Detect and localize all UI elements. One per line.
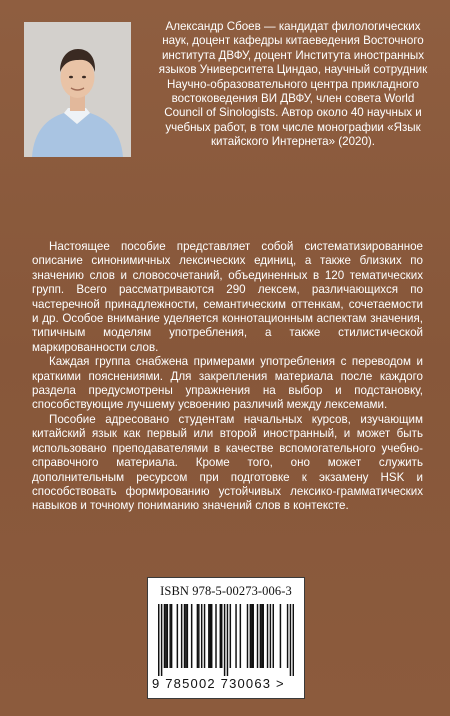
barcode-bar bbox=[251, 604, 252, 668]
barcode-bar bbox=[220, 604, 221, 668]
barcode-bar bbox=[224, 604, 225, 676]
barcode-bar bbox=[267, 604, 268, 668]
barcode-bar bbox=[290, 604, 291, 676]
barcode-bar bbox=[287, 604, 288, 668]
barcode-bar bbox=[201, 604, 202, 668]
ean-digits: 9 785002 730063 > bbox=[152, 676, 285, 691]
author-bio: Александр Сбоев — кандидат филологических наук, доцент кафедры китаеведения Восточного института ДВФУ, доцент Института иностранных языков Университета Циндао, научный сотрудник Научно-образовательного центра прикладного востоковедения ВИ ДВФУ, член совета World Council of Sinologists. Автор около 40 научных и учебных работ, в том числе монографии «Язык китайского Интернета» (2020). bbox=[158, 20, 428, 149]
barcode-bar bbox=[261, 604, 262, 668]
barcode-bar bbox=[230, 604, 231, 668]
barcode-bar bbox=[211, 604, 212, 668]
barcode-bar bbox=[280, 604, 281, 668]
barcode-bar bbox=[184, 604, 185, 668]
barcode-bar bbox=[191, 604, 192, 668]
barcode-bar bbox=[252, 604, 253, 668]
isbn-label: ISBN 978-5-00273-006-3 bbox=[160, 584, 292, 598]
barcode-bar bbox=[187, 604, 188, 668]
author-photo bbox=[24, 22, 131, 157]
barcode-bar bbox=[227, 604, 228, 676]
barcode-bar bbox=[171, 604, 172, 668]
barcode-bar bbox=[185, 604, 186, 668]
barcode-bar bbox=[210, 604, 211, 668]
barcode-bar bbox=[197, 604, 198, 668]
barcode-bar bbox=[240, 604, 241, 668]
barcode-bar bbox=[169, 604, 170, 668]
barcode-panel bbox=[147, 577, 305, 699]
barcode-bar bbox=[181, 604, 182, 668]
barcode-bar bbox=[260, 604, 261, 668]
barcode-bar bbox=[215, 604, 216, 668]
barcode-bar bbox=[198, 604, 199, 668]
barcode-bar bbox=[257, 604, 258, 668]
barcode-bar bbox=[167, 604, 168, 668]
barcode-bar bbox=[273, 604, 274, 668]
barcode-bar bbox=[247, 604, 248, 668]
description-paragraph: Каждая группа снабжена примерами употребления с переводом и краткими пояснениями. Для закрепления материала после каждого раздела предусмотрены упражнения на выбор и подстановку, способствующие лучшему усвоению различий между лексемами. bbox=[32, 355, 423, 412]
barcode-bar bbox=[177, 604, 178, 668]
barcode-bar bbox=[165, 604, 166, 668]
barcode-bar bbox=[161, 604, 162, 676]
barcode-bar bbox=[235, 604, 236, 668]
barcode-bar bbox=[158, 604, 159, 676]
description-paragraph: Пособие адресовано студентам начальных курсов, изучающим китайский язык как первый или второй иностранный, и может быть использовано преподавателями в качестве вспомогательного учебно-справочного материала. Кроме того, оно может служить дополнительным ресурсом при подготовке к экзамену HSK и способствовать формированию устойчивых лексико-грамматических навыков и точному пониманию значений слов в контексте. bbox=[32, 412, 423, 513]
barcode-bar bbox=[293, 604, 294, 676]
barcode-bar bbox=[263, 604, 264, 668]
book-description bbox=[32, 240, 423, 514]
barcode-bar bbox=[204, 604, 205, 668]
barcode-bars bbox=[158, 604, 294, 676]
barcode-bar bbox=[270, 604, 271, 668]
barcode-bar bbox=[164, 604, 165, 668]
barcode-bar bbox=[208, 604, 209, 668]
author-portrait-image bbox=[24, 22, 131, 157]
barcode-bar bbox=[250, 604, 251, 668]
description-paragraph: Настоящее пособие представляет собой систематизированное описание синонимичных лексических единиц, а также близких по значению слов и словосочетаний, объединенных в 120 тематических групп. Всего рассматриваются 290 лексем, различающихся по частеречной принадлежности, семантическим оттенкам, сочетаемости и др. Особое внимание уделяется коннотационным аспектам значения, типичным моделям употребления, а также стилистической маркированности слов. bbox=[32, 240, 423, 354]
barcode-bar bbox=[221, 604, 222, 668]
